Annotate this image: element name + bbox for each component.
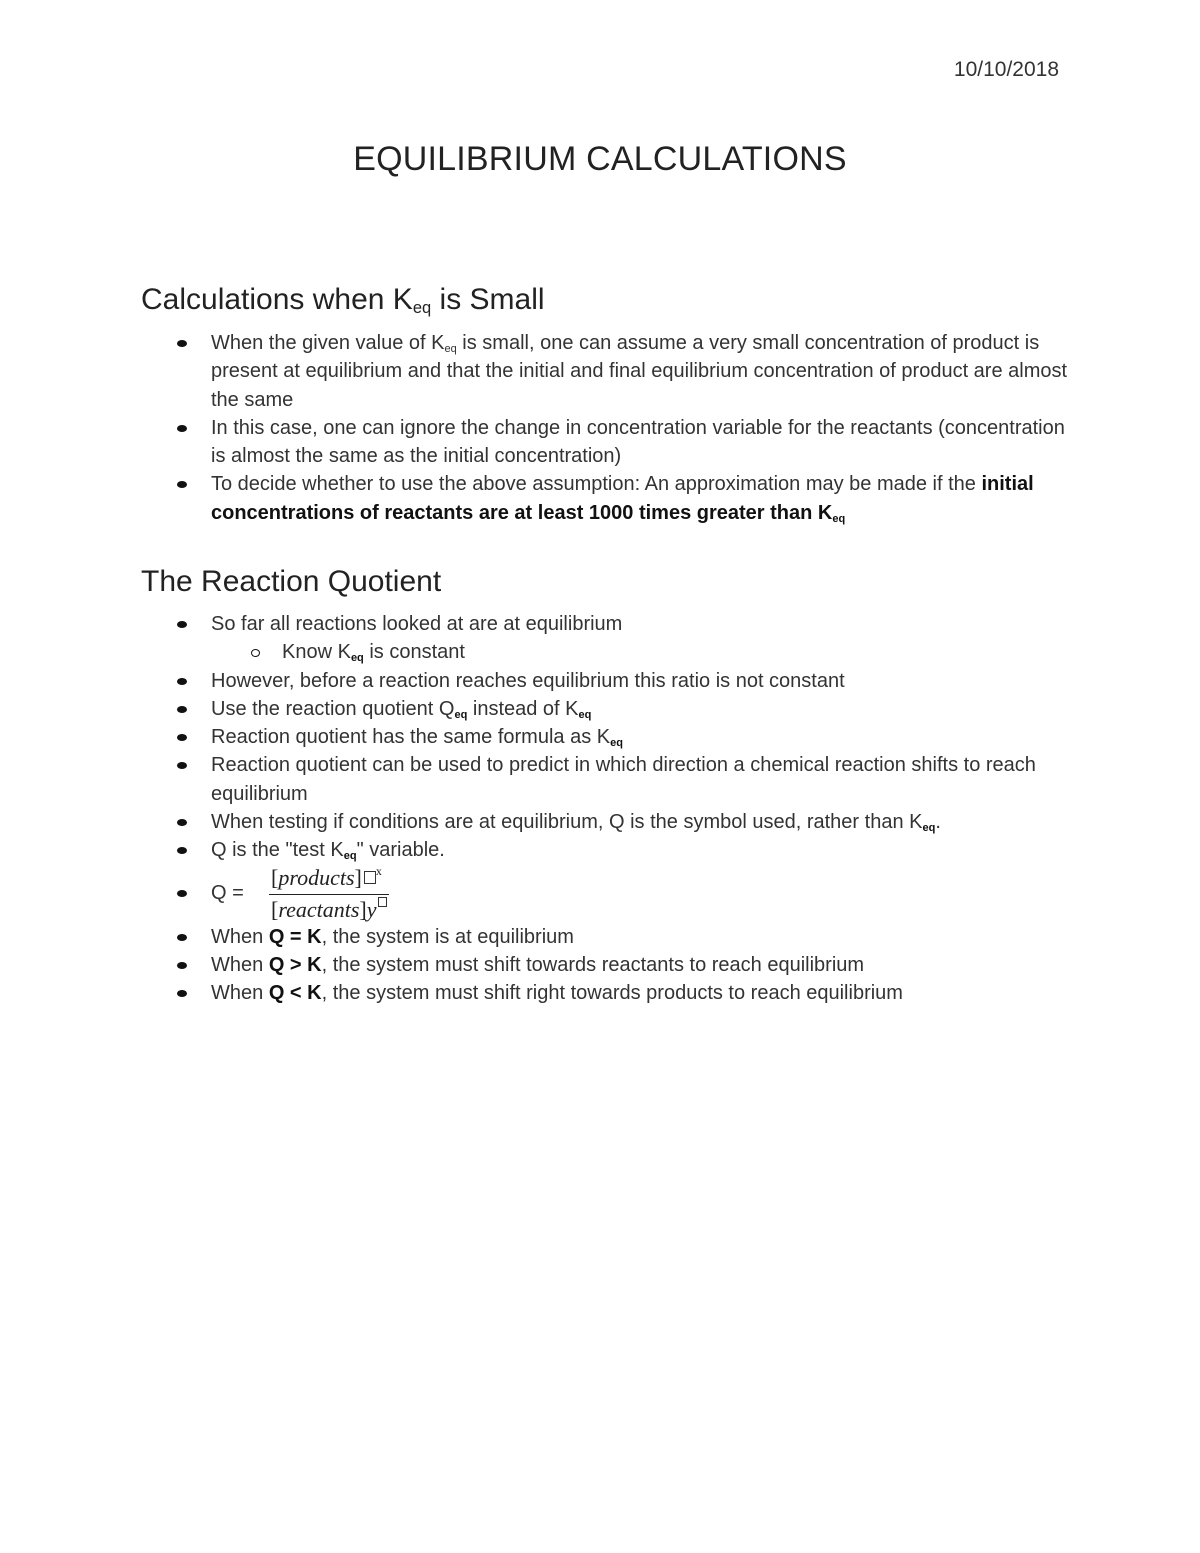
page-title: EQUILIBRIUM CALCULATIONS <box>353 140 847 178</box>
placeholder-box-icon <box>378 897 387 907</box>
bullet-icon <box>177 990 187 997</box>
document-date: 10/10/2018 <box>953 58 1059 81</box>
list-item: In this case, one can ignore the change in concentration variable for the reactants (concentration is almost the same as the initial concentration) <box>141 414 1071 471</box>
section-heading-small-keq: Calculations when $K_{eq}$ is Small <box>141 283 545 318</box>
formula-label: Q = <box>211 881 244 904</box>
bullet-icon <box>177 734 187 741</box>
list-item: When testing if conditions are at equilibrium, Q is the symbol used, rather than $K_{eq}$. <box>141 808 1071 836</box>
bullet-icon <box>177 621 187 628</box>
reaction-quotient-bullet-list <box>141 610 1071 1008</box>
formula-denominator: [reactants]y <box>269 895 389 925</box>
list-item: Reaction quotient can be used to predict in which direction a chemical reaction shifts to reach equilibrium <box>141 751 1071 808</box>
bullet-icon <box>177 934 187 941</box>
list-item: When Q < K, the system must shift right towards products to reach equilibrium <box>141 979 1071 1007</box>
bullet-icon <box>177 481 187 488</box>
formula-list-item <box>141 865 1071 923</box>
list-item: When Q = K, the system is at equilibrium <box>141 923 1071 951</box>
bullet-icon <box>177 962 187 969</box>
reaction-quotient-formula <box>269 863 389 925</box>
bullet-icon <box>177 425 187 432</box>
list-item: When Q > K, the system must shift towards reactants to reach equilibrium <box>141 951 1071 979</box>
sub-bullet-icon <box>251 649 260 657</box>
bullet-icon <box>177 706 187 713</box>
placeholder-box-icon <box>364 871 376 884</box>
bullet-icon <box>177 762 187 769</box>
formula-numerator: [products] $^x$ <box>269 863 389 895</box>
bullet-icon <box>177 678 187 685</box>
bullet-icon <box>177 819 187 826</box>
bullet-icon <box>177 890 187 897</box>
list-item: To decide whether to use the above assumption: An approximation may be made if the initial concentrations of reactants are at least 1000 times greater than $K_{eq}$ <box>141 470 1071 527</box>
list-item: Use the reaction quotient $Q_{eq}$ instead of $K_{eq}$ <box>141 695 1071 723</box>
bullet-icon <box>177 340 187 347</box>
list-item: So far all reactions looked at are at equilibrium <box>141 610 1071 638</box>
list-item: Know $K_{eq}$ is constant <box>141 638 1071 666</box>
bullet-icon <box>177 847 187 854</box>
list-item: Q is the "test $K_{eq}$" variable. <box>141 836 1071 864</box>
list-item: When the given value of $K_{eq}$ is small, one can assume a very small concentration of product is present at equilibrium and that the initial and final equilibrium concentration of product are almost the same <box>141 329 1071 414</box>
small-keq-bullet-list <box>141 329 1071 527</box>
list-item: However, before a reaction reaches equilibrium this ratio is not constant <box>141 667 1071 695</box>
list-item: Reaction quotient has the same formula as $K_{eq}$ <box>141 723 1071 751</box>
section-heading-reaction-quotient: The Reaction Quotient <box>141 565 442 598</box>
